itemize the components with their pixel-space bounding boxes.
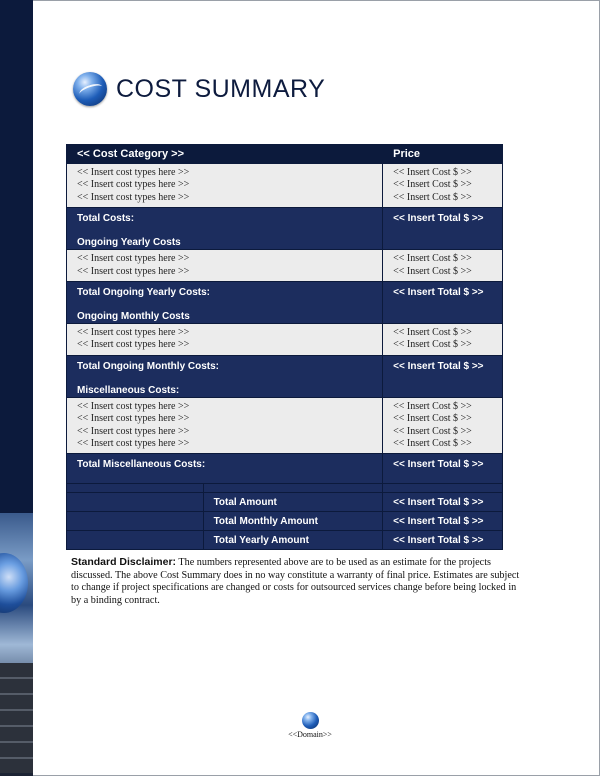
summary-empty-cell	[67, 493, 204, 512]
page-title: COST SUMMARY	[116, 74, 326, 103]
section-heading: Miscellaneous Costs:	[77, 384, 180, 396]
cost-type-label: << Insert cost types here >>	[77, 437, 190, 449]
cost-value: << Insert Cost $ >>	[393, 191, 472, 203]
cost-type-label: << Insert cost types here >>	[77, 339, 190, 351]
summary-label: Total Monthly Amount	[203, 512, 383, 531]
side-band	[0, 0, 33, 776]
items-row	[67, 250, 503, 282]
section-heading: Ongoing Yearly Costs	[77, 237, 181, 249]
section-total-cell	[67, 454, 383, 484]
section-total-value: << Insert Total $ >>	[383, 355, 503, 397]
disclaimer-lead: Standard Disclaimer:	[71, 556, 177, 568]
items-row	[67, 397, 503, 454]
section-total-label: Total Costs:	[77, 213, 135, 225]
section-total-row	[67, 355, 503, 397]
spacer-cell	[67, 484, 204, 493]
cost-type-label: << Insert cost types here >>	[77, 191, 190, 203]
summary-row	[67, 512, 503, 531]
summary-empty-cell	[67, 512, 204, 531]
cost-table	[66, 144, 503, 550]
cost-value: << Insert Cost $ >>	[393, 339, 472, 351]
items-labels	[67, 323, 383, 355]
items-prices	[383, 164, 503, 208]
section-total-cell	[67, 355, 383, 397]
items-row	[67, 323, 503, 355]
cost-value: << Insert Cost $ >>	[393, 413, 472, 425]
cost-value: << Insert Cost $ >>	[393, 253, 472, 265]
section-total-label: Total Ongoing Yearly Costs:	[77, 286, 210, 298]
spacer-cell	[383, 484, 503, 493]
summary-empty-cell	[67, 531, 204, 550]
disclaimer-body: The numbers represented above are to be used as an estimate for the projects discussed. The above Cost Summary does in no way constitute a warranty of final price. Estimates are subject to change if project specifications are changed or costs for outsourced services change before being locked in by a binding contract.	[71, 557, 520, 606]
section-total-label: Total Ongoing Monthly Costs:	[77, 360, 220, 372]
cost-type-label: << Insert cost types here >>	[77, 400, 190, 412]
sections-body	[67, 164, 503, 484]
items-prices	[383, 323, 503, 355]
globe-logo-icon	[73, 72, 107, 106]
cost-value: << Insert Cost $ >>	[393, 400, 472, 412]
items-labels	[67, 164, 383, 208]
footer-domain: <<Domain>>	[288, 730, 332, 739]
items-prices	[383, 397, 503, 454]
title-row	[73, 71, 325, 107]
keyboard-image	[0, 663, 33, 773]
items-labels	[67, 250, 383, 282]
section-total-cell	[67, 281, 383, 323]
summary-value: << Insert Total $ >>	[383, 531, 503, 550]
cost-type-label: << Insert cost types here >>	[77, 413, 190, 425]
cost-type-label: << Insert cost types here >>	[77, 167, 190, 178]
cost-value: << Insert Cost $ >>	[393, 437, 472, 449]
cost-value: << Insert Cost $ >>	[393, 425, 472, 437]
section-total-row	[67, 281, 503, 323]
items-labels	[67, 397, 383, 454]
cost-type-label: << Insert cost types here >>	[77, 253, 190, 265]
summary-row	[67, 531, 503, 550]
side-photo	[0, 513, 33, 776]
summary-label: Total Amount	[203, 493, 383, 512]
header-category: << Cost Category >>	[67, 145, 383, 164]
summary-label: Total Yearly Amount	[203, 531, 383, 550]
cost-value: << Insert Cost $ >>	[393, 179, 472, 191]
cost-value: << Insert Cost $ >>	[393, 167, 472, 178]
globe-image	[0, 553, 28, 613]
spacer-cell	[203, 484, 383, 493]
table-header-row	[67, 145, 503, 164]
summary-value: << Insert Total $ >>	[383, 512, 503, 531]
items-row	[67, 164, 503, 208]
cost-type-label: << Insert cost types here >>	[77, 425, 190, 437]
summary-body	[67, 484, 503, 550]
section-heading: Ongoing Monthly Costs	[77, 310, 190, 322]
section-total-value: << Insert Total $ >>	[383, 208, 503, 250]
summary-spacer-row	[67, 484, 503, 493]
disclaimer	[71, 556, 521, 607]
section-total-label: Total Miscellaneous Costs:	[77, 459, 206, 471]
section-total-row	[67, 454, 503, 484]
footer-logo-icon	[302, 712, 319, 729]
cost-type-label: << Insert cost types here >>	[77, 179, 190, 191]
summary-value: << Insert Total $ >>	[383, 493, 503, 512]
section-total-value: << Insert Total $ >>	[383, 454, 503, 484]
cost-type-label: << Insert cost types here >>	[77, 326, 190, 338]
section-total-row	[67, 208, 503, 250]
section-total-value: << Insert Total $ >>	[383, 281, 503, 323]
section-total-cell	[67, 208, 383, 250]
cost-type-label: << Insert cost types here >>	[77, 265, 190, 277]
items-prices	[383, 250, 503, 282]
summary-row	[67, 493, 503, 512]
cost-value: << Insert Cost $ >>	[393, 326, 472, 338]
header-price: Price	[383, 145, 503, 164]
cost-value: << Insert Cost $ >>	[393, 265, 472, 277]
